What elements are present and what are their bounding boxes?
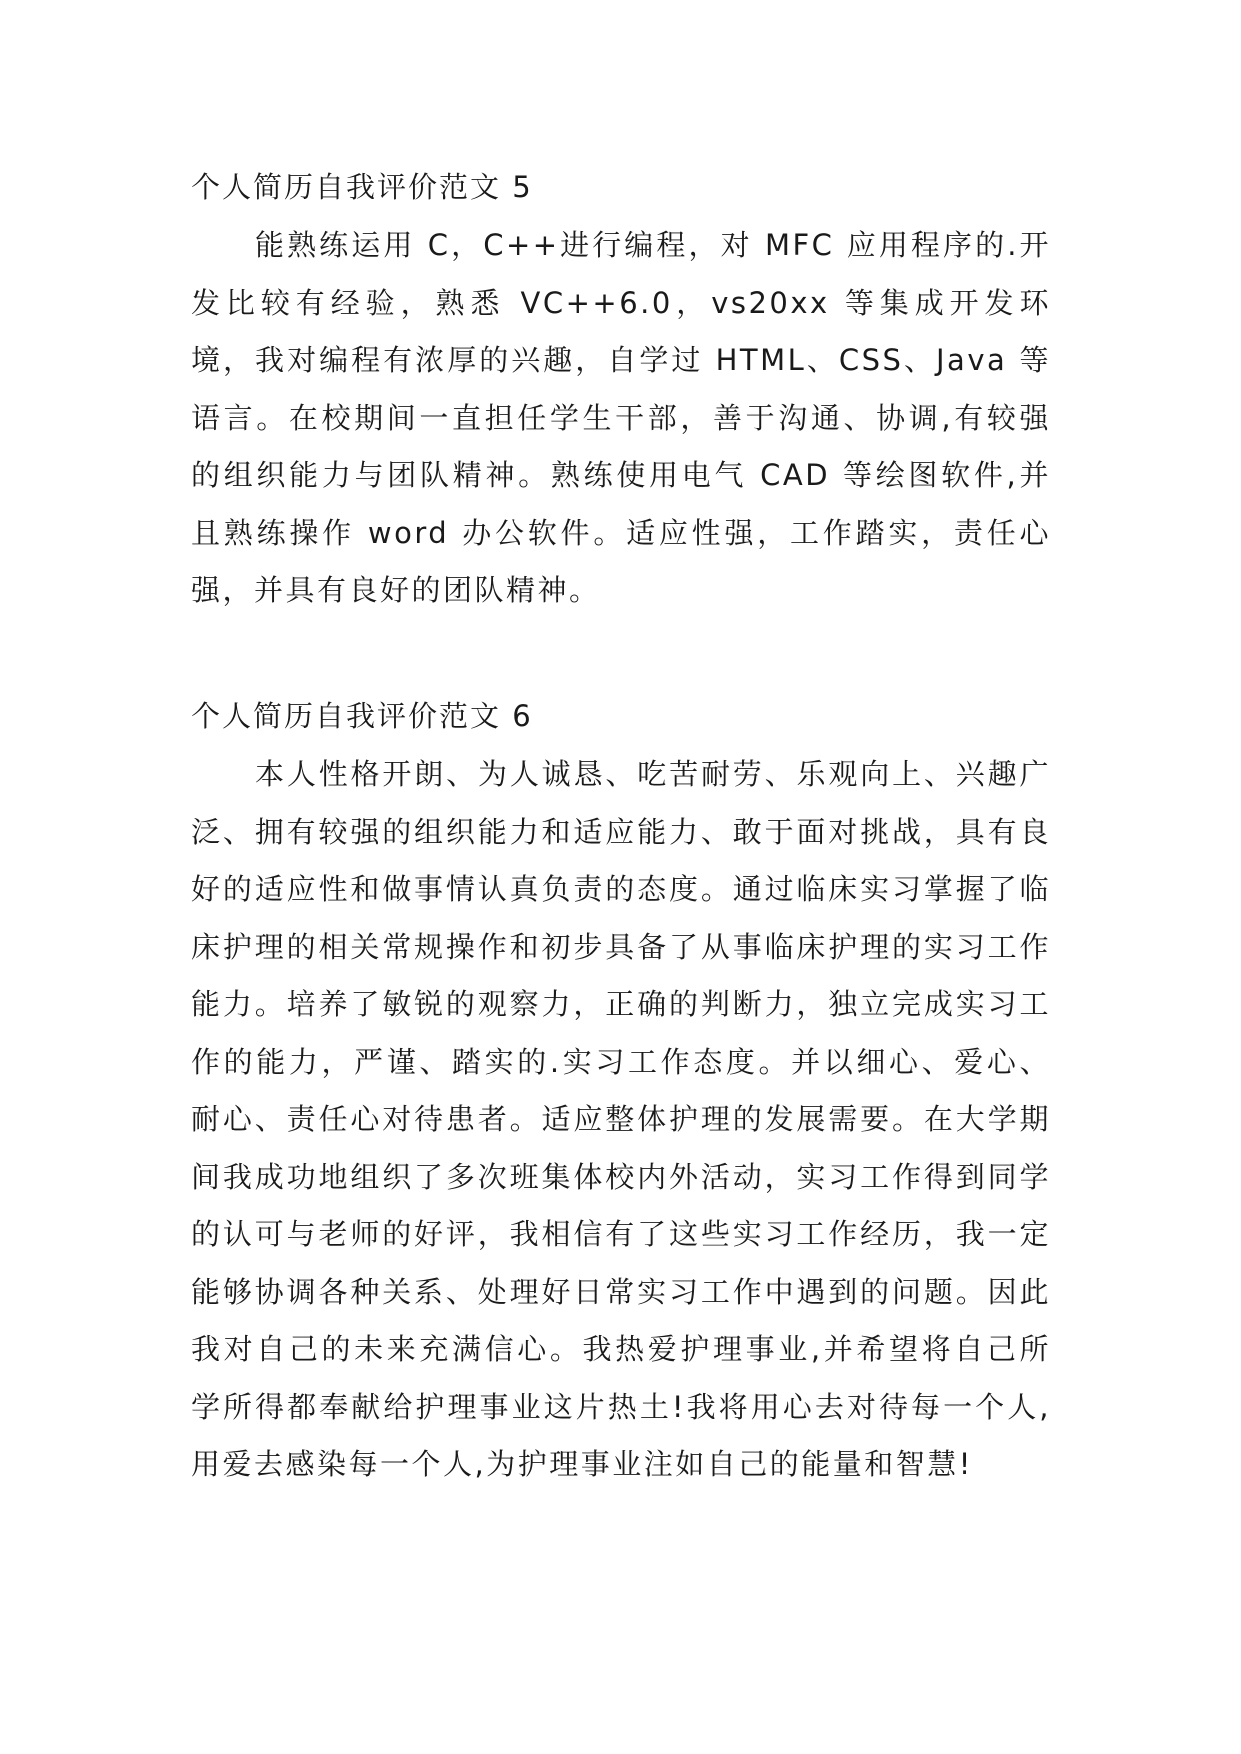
section-body-5: 能熟练运用 C，C++进行编程，对 MFC 应用程序的.开发比较有经验，熟悉 VC++6.0，vs20xx 等集成开发环境，我对编程有浓厚的兴趣，自学过 HTML、CSS、Java 等语言。在校期间一直担任学生干部，善于沟通、协调,有较强的组织能力与团队精神。熟练使用电气 CAD 等绘图软件,并且熟练操作 word 办公软件。适应性强，工作踏实，责任心强，并具有良好的团队精神。 bbox=[191, 228, 1051, 607]
section-title-5: 个人简历自我评价范文 5 bbox=[191, 170, 533, 204]
section-title-6: 个人简历自我评价范文 6 bbox=[191, 699, 533, 733]
section-body-6: 本人性格开朗、为人诚恳、吃苦耐劳、乐观向上、兴趣广泛、拥有较强的组织能力和适应能力、敢于面对挑战，具有良好的适应性和做事情认真负责的态度。通过临床实习掌握了临床护理的相关常规操作和初步具备了从事临床护理的实习工作能力。培养了敏锐的观察力，正确的判断力，独立完成实习工作的能力，严谨、踏实的.实习工作态度。并以细心、爱心、耐心、责任心对待患者。适应整体护理的发展需要。在大学期间我成功地组织了多次班集体校内外活动，实习工作得到同学的认可与老师的好评，我相信有了这些实习工作经历，我一定能够协调各种关系、处理好日常实习工作中遇到的问题。因此我对自己的未来充满信心。我热爱护理事业,并希望将自己所学所得都奉献给护理事业这片热土!我将用心去对待每一个人,用爱去感染每一个人,为护理事业注如自己的能量和智慧! bbox=[191, 757, 1051, 1481]
